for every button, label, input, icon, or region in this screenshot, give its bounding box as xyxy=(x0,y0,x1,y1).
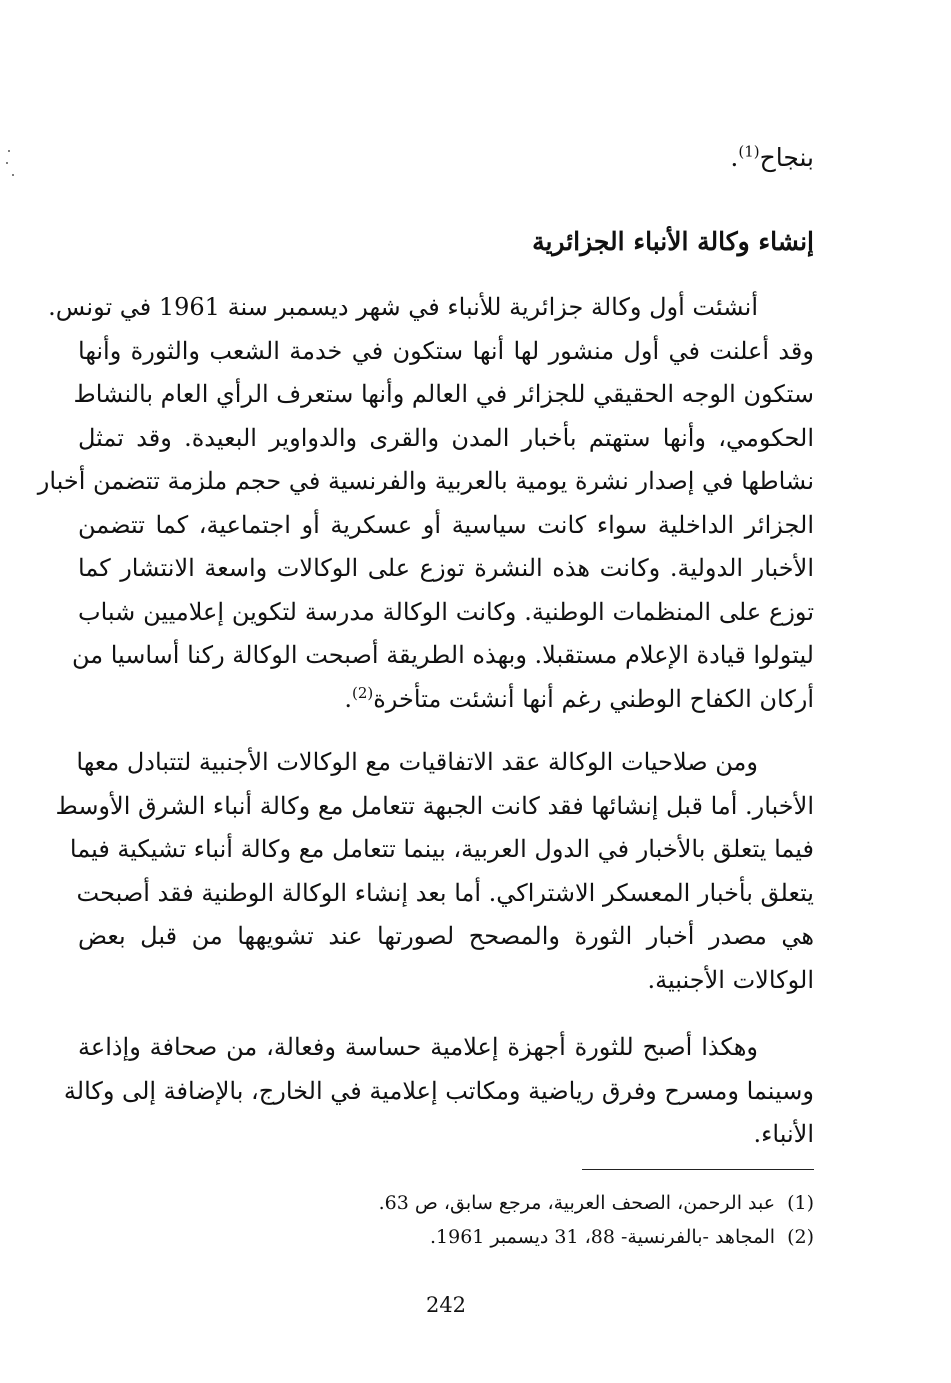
paragraph-line: فيما يتعلق بالأخبار في الدول العربية، بينما تتعامل مع وكالة أنباء تشيكية فيما xyxy=(69,835,814,863)
footnote-separator xyxy=(582,1169,814,1170)
paragraph-last-line xyxy=(78,678,814,722)
footnotes xyxy=(78,1186,814,1254)
paragraph-1 xyxy=(37,286,814,721)
paragraph-line: نشاطها في إصدار نشرة يومية بالعربية والفرنسية في حجم ملزمة تتضمن أخبار xyxy=(37,467,814,495)
page-number: 242 xyxy=(425,1293,467,1317)
continued-text: بنجاح xyxy=(759,143,814,172)
paragraph-line: وهكذا أصبح للثورة أجهزة إعلامية حساسة وفعالة، من صحافة وإذاعة xyxy=(78,1033,758,1061)
paragraph-line: الحكومي، وأنها ستهتم بأخبار المدن والقرى والدواوير البعيدة. وقد تمثل xyxy=(78,423,814,452)
scan-margin-specks xyxy=(6,150,16,190)
footnote-1 xyxy=(78,1186,814,1220)
footnote-number: (1) xyxy=(787,1192,814,1214)
paragraph-line: هي مصدر أخبار الثورة والمصحح لصورتها عند تشويهها من قبل بعض xyxy=(78,922,814,950)
paragraph-last-line: الأنباء. xyxy=(753,1120,814,1148)
continued-text-line xyxy=(730,138,814,178)
footnote-text: عبد الرحمن، الصحف العربية، مرجع سابق، ص 63. xyxy=(378,1192,776,1214)
continued-text-end: . xyxy=(730,143,739,172)
section-heading: إنشاء وكالة الأنباء الجزائرية xyxy=(532,227,814,256)
paragraph-line: توزع على المنظمات الوطنية. وكانت الوكالة مدرسة لتكوين إعلاميين شباب xyxy=(78,597,814,626)
paragraph-last-text: أركان الكفاح الوطني رغم أنها أنشئت متأخرة xyxy=(373,684,814,713)
book-page xyxy=(37,0,814,1383)
paragraph-last-line: الوكالات الأجنبية. xyxy=(647,965,814,994)
paragraph-3 xyxy=(63,1026,814,1157)
paragraph-last-end: . xyxy=(344,684,352,713)
paragraph-line: ومن صلاحيات الوكالة عقد الاتفاقيات مع الوكالات الأجنبية لتتبادل معها xyxy=(76,748,758,776)
footnote-number: (2) xyxy=(787,1226,814,1248)
paragraph-line: وسينما ومسرح وفرق رياضية ومكاتب إعلامية في الخارج، بالإضافة إلى وكالة xyxy=(63,1076,814,1105)
paragraph-line: ليتولوا قيادة الإعلام مستقبلا. وبهذه الطريقة أصبحت الوكالة ركنا أساسيا من xyxy=(71,641,814,669)
footnote-ref-2: (2) xyxy=(351,683,374,702)
paragraph-line: يتعلق بأخبار المعسكر الاشتراكي. أما بعد إنشاء الوكالة الوطنية فقد أصبحت xyxy=(76,878,814,907)
paragraph-line: ستكون الوجه الحقيقي للجزائر في العالم وأنها ستعرف الرأي العام بالنشاط xyxy=(73,380,814,408)
paragraph-line: الأخبار الدولية. وكانت هذه النشرة توزع على الوكالات واسعة الانتشار كما xyxy=(78,554,814,582)
footnote-2 xyxy=(78,1220,814,1254)
footnote-ref-1: (1) xyxy=(738,142,760,161)
paragraph-2 xyxy=(55,741,814,1002)
footnote-text: المجاهد -بالفرنسية- 88، 31 ديسمبر 1961. xyxy=(429,1226,776,1248)
paragraph-line: الأخبار. أما قبل إنشائها فقد كانت الجبهة تتعامل مع وكالة أنباء الشرق الأوسط xyxy=(55,791,814,820)
paragraph-line: أنشئت أول وكالة جزائرية للأنباء في شهر ديسمبر سنة 1961 في تونس. xyxy=(48,293,758,321)
paragraph-line: الجزائر الداخلية سواء كانت سياسية أو عسكرية أو اجتماعية، كما تتضمن xyxy=(78,510,814,539)
paragraph-line: وقد أعلنت في أول منشور لها أنها ستكون في خدمة الشعب والثورة وأنها xyxy=(78,336,814,365)
